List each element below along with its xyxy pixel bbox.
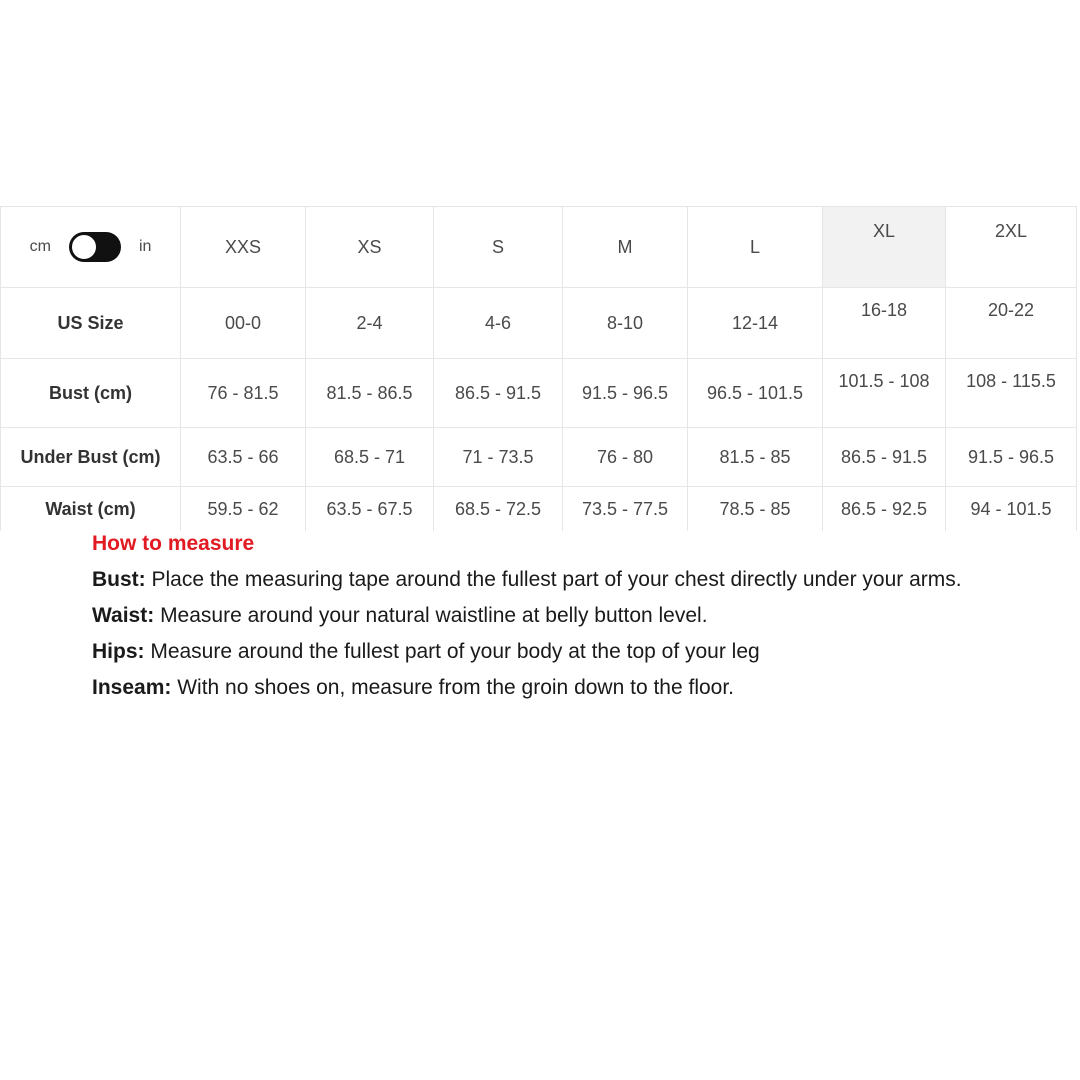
measure-instruction-bust [92, 562, 1062, 598]
table-row-under-bust [1, 428, 1077, 487]
measure-text-bust: Place the measuring tape around the fullest part of your chest directly under your arms. [145, 568, 962, 591]
table-cell: 71 - 73.5 [434, 428, 563, 487]
table-cell: 2-4 [306, 288, 434, 359]
measure-instruction-hips [92, 634, 1062, 670]
table-cell: 76 - 81.5 [181, 359, 306, 428]
table-cell: 68.5 - 72.5 [434, 487, 563, 532]
table-cell: 91.5 - 96.5 [946, 428, 1077, 487]
measure-text-hips: Measure around the fullest part of your body at the top of your leg [144, 640, 760, 663]
size-header-s: S [434, 207, 563, 288]
table-cell: 81.5 - 86.5 [306, 359, 434, 428]
measure-term-waist: Waist: [92, 604, 155, 627]
how-to-measure-heading: How to measure [92, 532, 255, 555]
table-cell: 4-6 [434, 288, 563, 359]
measure-instruction-waist [92, 598, 1062, 634]
table-cell: 86.5 - 91.5 [434, 359, 563, 428]
size-header-xxs: XXS [181, 207, 306, 288]
row-label-bust: Bust (cm) [1, 359, 181, 428]
row-label-us-size: US Size [1, 288, 181, 359]
table-cell: 96.5 - 101.5 [688, 359, 823, 428]
measure-text-inseam: With no shoes on, measure from the groin down to the floor. [171, 676, 735, 699]
unit-toggle-cell [1, 207, 181, 288]
table-cell: 91.5 - 96.5 [563, 359, 688, 428]
table-cell: 12-14 [688, 288, 823, 359]
table-cell: 59.5 - 62 [181, 487, 306, 532]
unit-toggle-switch[interactable] [69, 232, 121, 262]
table-header-row [1, 207, 1077, 288]
table-cell: 86.5 - 91.5 [823, 428, 946, 487]
table-row-bust [1, 359, 1077, 428]
table-cell: 68.5 - 71 [306, 428, 434, 487]
table-cell: 00-0 [181, 288, 306, 359]
row-label-waist: Waist (cm) [1, 487, 181, 532]
size-header-m: M [563, 207, 688, 288]
measure-term-hips: Hips: [92, 640, 145, 663]
measure-term-inseam: Inseam: [92, 676, 172, 699]
table-row-waist [1, 487, 1077, 532]
table-row-us-size [1, 288, 1077, 359]
measure-instruction-inseam [92, 670, 1062, 706]
table-cell: 16-18 [823, 288, 946, 359]
size-header-l: L [688, 207, 823, 288]
size-header-xs: XS [306, 207, 434, 288]
unit-in-label: in [138, 238, 152, 255]
table-cell: 76 - 80 [563, 428, 688, 487]
size-header-2xl: 2XL [946, 207, 1077, 288]
table-cell: 94 - 101.5 [946, 487, 1077, 532]
row-label-under-bust: Under Bust (cm) [1, 428, 181, 487]
measure-text-waist: Measure around your natural waistline at belly button level. [154, 604, 708, 627]
table-cell: 20-22 [946, 288, 1077, 359]
measure-term-bust: Bust: [92, 568, 146, 591]
table-cell: 86.5 - 92.5 [823, 487, 946, 532]
table-cell: 81.5 - 85 [688, 428, 823, 487]
table-cell: 73.5 - 77.5 [563, 487, 688, 532]
table-cell: 101.5 - 108 [823, 359, 946, 428]
table-cell: 8-10 [563, 288, 688, 359]
toggle-knob [71, 234, 97, 260]
table-cell: 108 - 115.5 [946, 359, 1077, 428]
how-to-measure-section [92, 526, 1062, 706]
table-cell: 63.5 - 67.5 [306, 487, 434, 532]
table-cell: 78.5 - 85 [688, 487, 823, 532]
size-header-xl: XL [823, 207, 946, 288]
table-cell: 63.5 - 66 [181, 428, 306, 487]
size-chart-table [0, 206, 1077, 531]
unit-cm-label: cm [29, 238, 51, 255]
